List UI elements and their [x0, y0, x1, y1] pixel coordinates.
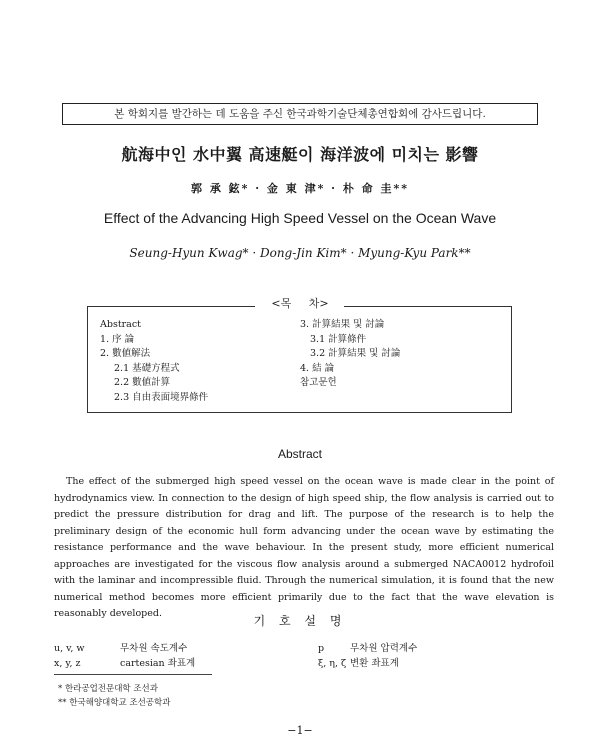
toc-item: Abstract [100, 319, 141, 330]
toc-heading: <목 차> [271, 297, 329, 310]
nomenclature-description: cartesian 좌표계 [120, 658, 196, 669]
paper-title-english: Effect of the Advancing High Speed Vessel on the Ocean Wave [103, 210, 497, 226]
toc-item: 참고문헌 [300, 377, 337, 388]
toc-item: 3.1 計算條件 [310, 333, 367, 345]
nomenclature-description: 무차원 속도계수 [120, 643, 188, 654]
table-of-contents [87, 306, 512, 413]
footnote: ** 한국해양대학교 조선공학과 [58, 698, 171, 708]
authors-korean: 郭 承 鉉* · 金 東 津* · 朴 命 圭** [191, 182, 409, 195]
acknowledgement-notice: 본 학회지를 발간하는 데 도움을 주신 한국과학기술단체총연합회에 감사드립니다. [62, 103, 538, 125]
toc-item: 2.1 基礎方程式 [114, 362, 180, 374]
abstract-paragraph: The effect of the submerged high speed vessel on the ocean wave is made clear in the point of hydrodynamics view. In connection to the design of high speed ship, the flow analysis is carried out to predict the pressure distribution for drag and lift. The purpose of the research is to help the preliminary design of the economic hull form advancing under the ocean wave by estimating the resistance performance and the wave behaviour. In the present study, more efficient numerical approaches are investigated for the viscous flow analysis around a submerged NACA0012 hydrofoil with the laminar and incompressible fluid. Through the numerical simulation, it is found that the new numerical method becomes more efficient primarily due to the fact that the wave elevation is reasonably developed. [54, 476, 554, 619]
toc-item: 2.3 自由表面境界條件 [114, 391, 209, 403]
toc-item: 1. 序 論 [100, 333, 135, 345]
nomenclature-symbol: x, y, z [54, 658, 81, 669]
nomenclature-heading: 기 호 설 명 [253, 614, 347, 628]
toc-item: 3.2 計算結果 및 討論 [310, 348, 401, 359]
authors-english: Seung-Hyun Kwag* · Dong-Jin Kim* · Myung-Kyu Park** [129, 246, 471, 260]
paper-title-korean: 航海中인 水中翼 高速艇이 海洋波에 미치는 影響 [121, 145, 479, 164]
nomenclature-description: 변환 좌표계 [350, 658, 399, 669]
nomenclature-symbol: p [318, 643, 325, 654]
page-number: −1− [287, 724, 313, 737]
nomenclature-symbol: ξ, η, ζ [318, 658, 347, 669]
footnote: * 한라공업전문대학 조선과 [58, 684, 158, 694]
abstract-heading: Abstract [277, 447, 322, 461]
nomenclature-description: 무차원 압력계수 [350, 643, 418, 654]
nomenclature-symbol: u, v, w [54, 643, 85, 654]
toc-item: 2.2 數値計算 [114, 377, 171, 388]
abstract-body [54, 474, 554, 623]
toc-right-column [300, 318, 400, 391]
toc-item: 4. 結 論 [300, 362, 335, 374]
toc-item: 2. 數値解法 [100, 348, 151, 359]
toc-left-column [100, 318, 208, 405]
footnote-divider [54, 674, 212, 675]
toc-item: 3. 計算結果 및 討論 [300, 319, 385, 330]
